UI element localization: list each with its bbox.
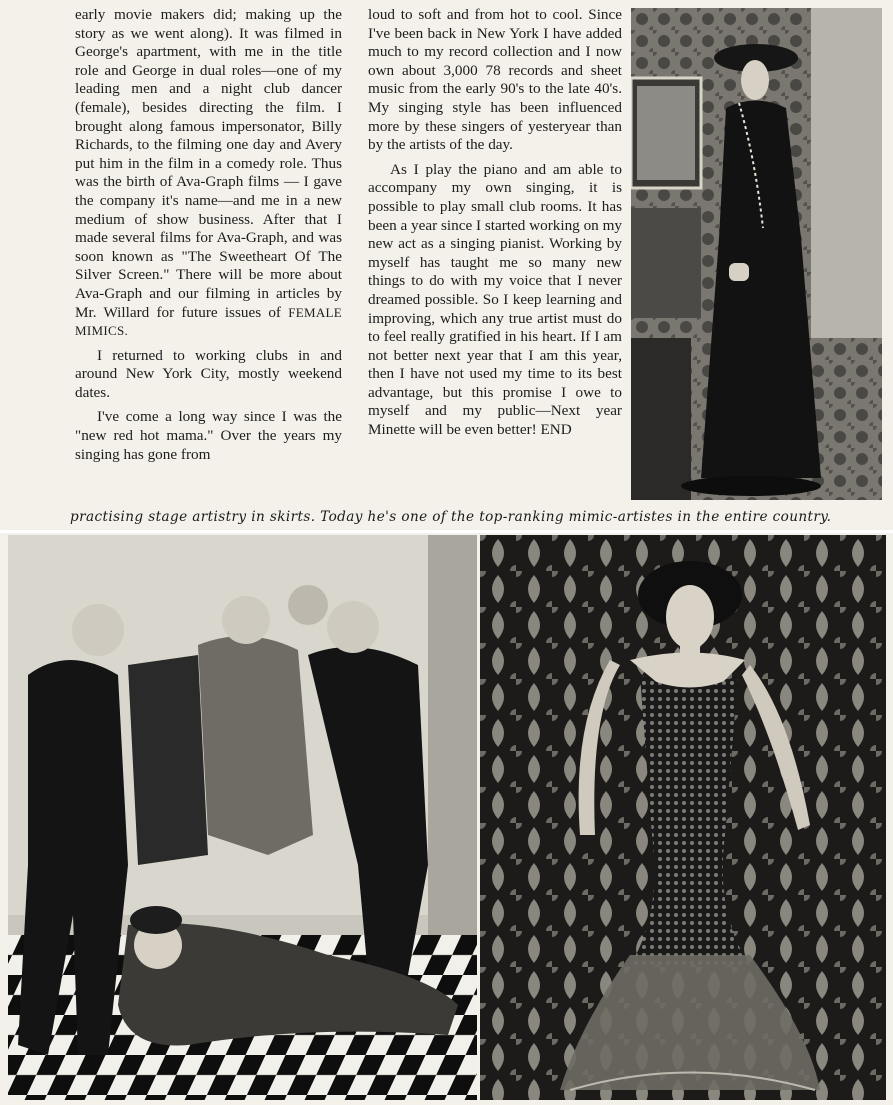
photo-group-scene	[8, 535, 477, 1100]
photo-illustration	[480, 535, 886, 1100]
article-paragraph	[75, 6, 342, 341]
magazine-name: FEMALE MIMICS.	[75, 304, 343, 339]
photo-illustration	[8, 535, 477, 1100]
article-paragraph: I returned to working clubs in and around New York City, mostly weekend dates.	[75, 346, 342, 401]
photo-sequin-gown	[480, 535, 886, 1100]
paragraph-text: early movie makers did; making up the story as we went along). It was filmed in George's apartment, with me in the title role and George in dual roles—one of my leading men and a night club dancer (female), besides directing the film. I brought along famous impersonator, Billy Richards, to the filming one day and Avery put him in the film in a comedy role. Thus was the birth of Ava-Graph films — I gave the company it's name—and me in a new medium of show business. After that I made several films for Ava-Graph, and was soon known as "The Sweetheart Of The Silver Screen." There will be more about Ava-Graph and our filming in articles by Mr. Willard for future issues of	[75, 6, 342, 321]
article-column-left	[75, 6, 342, 464]
photo-edwardian-gown	[631, 8, 882, 500]
article-column-middle	[368, 6, 622, 440]
article-paragraph: loud to soft and from hot to cool. Since I've been back in New York I have added much to my record collection and I now own about 3,000 78 records and sheet music from the early 90's to the late 40's. My singing style has been influenced more by these singers of yesteryear than by the artists of the day.	[368, 6, 622, 154]
photo-caption: practising stage artistry in skirts. Today he's one of the top-ranking mimic-artistes in the entire country.	[70, 509, 832, 525]
divider	[0, 530, 893, 533]
article-paragraph: I've come a long way since I was the "new red hot mama." Over the years my singing has gone from	[75, 408, 342, 463]
article-paragraph: As I play the piano and am able to accompany my own singing, it is possible to play small club rooms. It has been a year since I started working on my new act as a singing pianist. Working by myself has taught me so many new things to do with my voice that I never dreamed possible. So I keep learning and improving, which any true artist must do to feel really gratified in his heart. If I am not better next year that I am this year, then I have not used my time to its best advantage, but this promise I owe to myself and my public—Next year Minette will be even better! END	[368, 160, 622, 439]
photo-illustration	[631, 8, 882, 500]
